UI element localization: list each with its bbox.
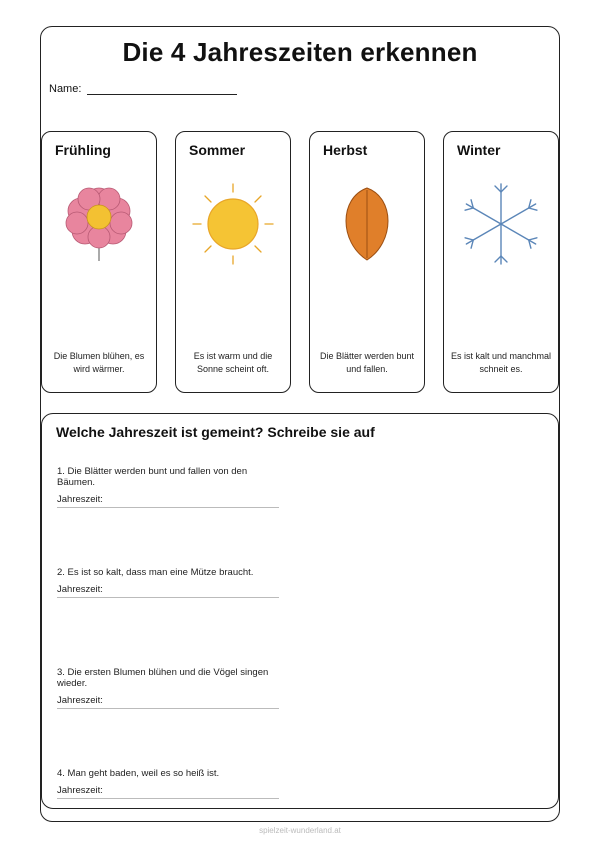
worksheet: [40, 26, 560, 822]
season-name: Sommer: [189, 142, 246, 158]
season-description: Die Blätter werden bunt und fallen.: [319, 351, 415, 374]
season-card-fruehling: [41, 131, 157, 393]
answer-field[interactable]: Jahreszeit:: [57, 584, 279, 598]
season-description: Es ist kalt und manchmal schneit es.: [450, 351, 552, 374]
season-card-herbst: [309, 131, 425, 393]
quiz-heading: Welche Jahreszeit ist gemeint? Schreibe sie auf: [56, 424, 375, 440]
season-description: Die Blumen blühen, es wird wärmer.: [53, 351, 145, 374]
sun-icon: [176, 176, 290, 272]
answer-field[interactable]: Jahreszeit:: [57, 494, 279, 508]
season-name: Winter: [457, 142, 501, 158]
name-label: Name:: [49, 83, 82, 95]
season-description: Es ist warm und die Sonne scheint oft.: [193, 351, 273, 374]
quiz-question: [57, 466, 287, 508]
name-row: [49, 83, 237, 95]
snowflake-icon: [444, 176, 558, 272]
question-text: 2. Es ist so kalt, dass man eine Mütze braucht.: [57, 567, 254, 578]
quiz-section: [41, 413, 559, 809]
answer-field[interactable]: Jahreszeit:: [57, 785, 279, 799]
question-text: 1. Die Blätter werden bunt und fallen von den Bäumen.: [57, 466, 248, 488]
season-name: Herbst: [323, 142, 368, 158]
season-card-winter: [443, 131, 559, 393]
page-title: Die 4 Jahreszeiten erkennen: [122, 37, 478, 67]
name-field[interactable]: [87, 84, 237, 95]
question-text: 4. Man geht baden, weil es so heiß ist.: [57, 768, 220, 779]
answer-field[interactable]: Jahreszeit:: [57, 695, 279, 709]
quiz-question: [57, 768, 287, 799]
footer-credit: spielzeit-wunderland.at: [259, 826, 341, 835]
quiz-question: [57, 567, 287, 598]
question-text: 3. Die ersten Blumen blühen und die Vögel singen wieder.: [57, 667, 269, 689]
season-card-sommer: [175, 131, 291, 393]
flower-icon: [42, 176, 156, 272]
leaf-icon: [310, 176, 424, 272]
quiz-question: [57, 667, 287, 709]
season-name: Frühling: [55, 142, 111, 158]
